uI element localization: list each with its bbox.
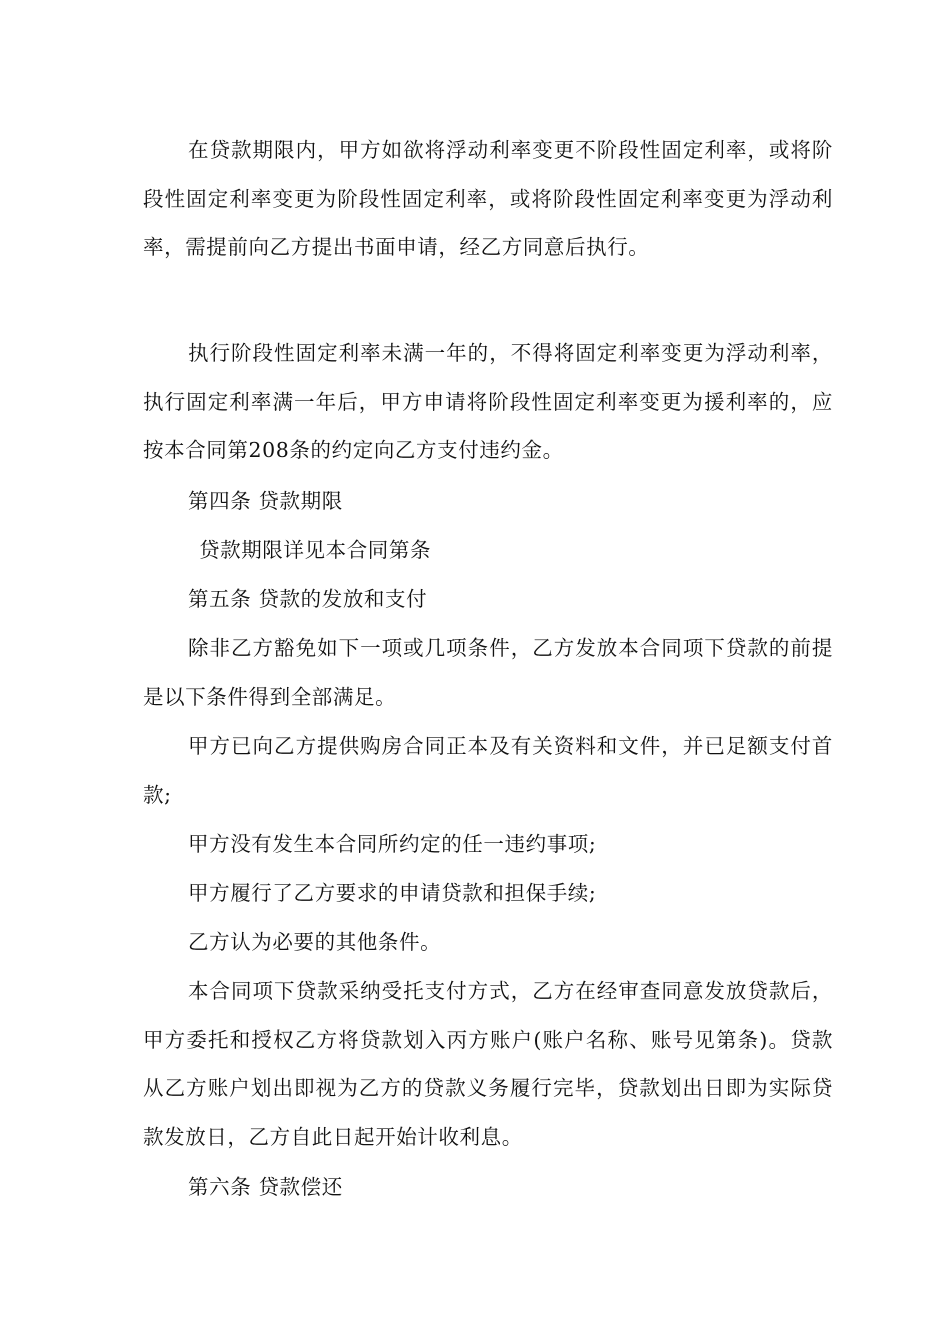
article-4-body: 贷款期限详见本合同第条: [199, 538, 432, 562]
article-6-title: 第六条 贷款偿还: [188, 1175, 343, 1199]
condition-item-no-default: 甲方没有发生本合同所约定的任一违约事项;: [188, 832, 597, 856]
condition-item-other: 乙方认为必要的其他条件。: [188, 930, 442, 954]
article-5-title: 第五条 贷款的发放和支付: [188, 587, 428, 611]
article-4-title: 第四条 贷款期限: [188, 489, 343, 513]
paragraph-rate-change-restriction: 执行阶段性固定利率未满一年的，不得将固定利率变更为浮动利率，执行固定利率满一年后，甲方申请将阶段性固定利率变更为援利率的，应按本合同第208条的约定向乙方支付违约金。: [143, 341, 833, 463]
paragraph-entrusted-payment: 本合同项下贷款采纳受托支付方式，乙方在经审查同意发放贷款后，甲方委托和授权乙方将贷款划入丙方账户(账户名称、账号见第条)。贷款从乙方账户划出即视为乙方的贷款义务履行完毕，贷款划出日即为实际贷款发放日，乙方自此日起开始计收利息。: [143, 979, 833, 1149]
condition-item-procedures: 甲方履行了乙方要求的申请贷款和担保手续;: [188, 881, 597, 905]
paragraph-rate-change-request: 在贷款期限内，甲方如欲将浮动利率变更不阶段性固定利率，或将阶段性固定利率变更为阶段性固定利率，或将阶段性固定利率变更为浮动利率，需提前向乙方提出书面申请，经乙方同意后执行。: [143, 138, 833, 260]
paragraph-condition-documents: 甲方已向乙方提供购房合同正本及有关资料和文件，并已足额支付首款;: [143, 734, 833, 807]
paragraph-disbursement-conditions: 除非乙方豁免如下一项或几项条件，乙方发放本合同项下贷款的前提是以下条件得到全部满足。: [143, 636, 833, 709]
